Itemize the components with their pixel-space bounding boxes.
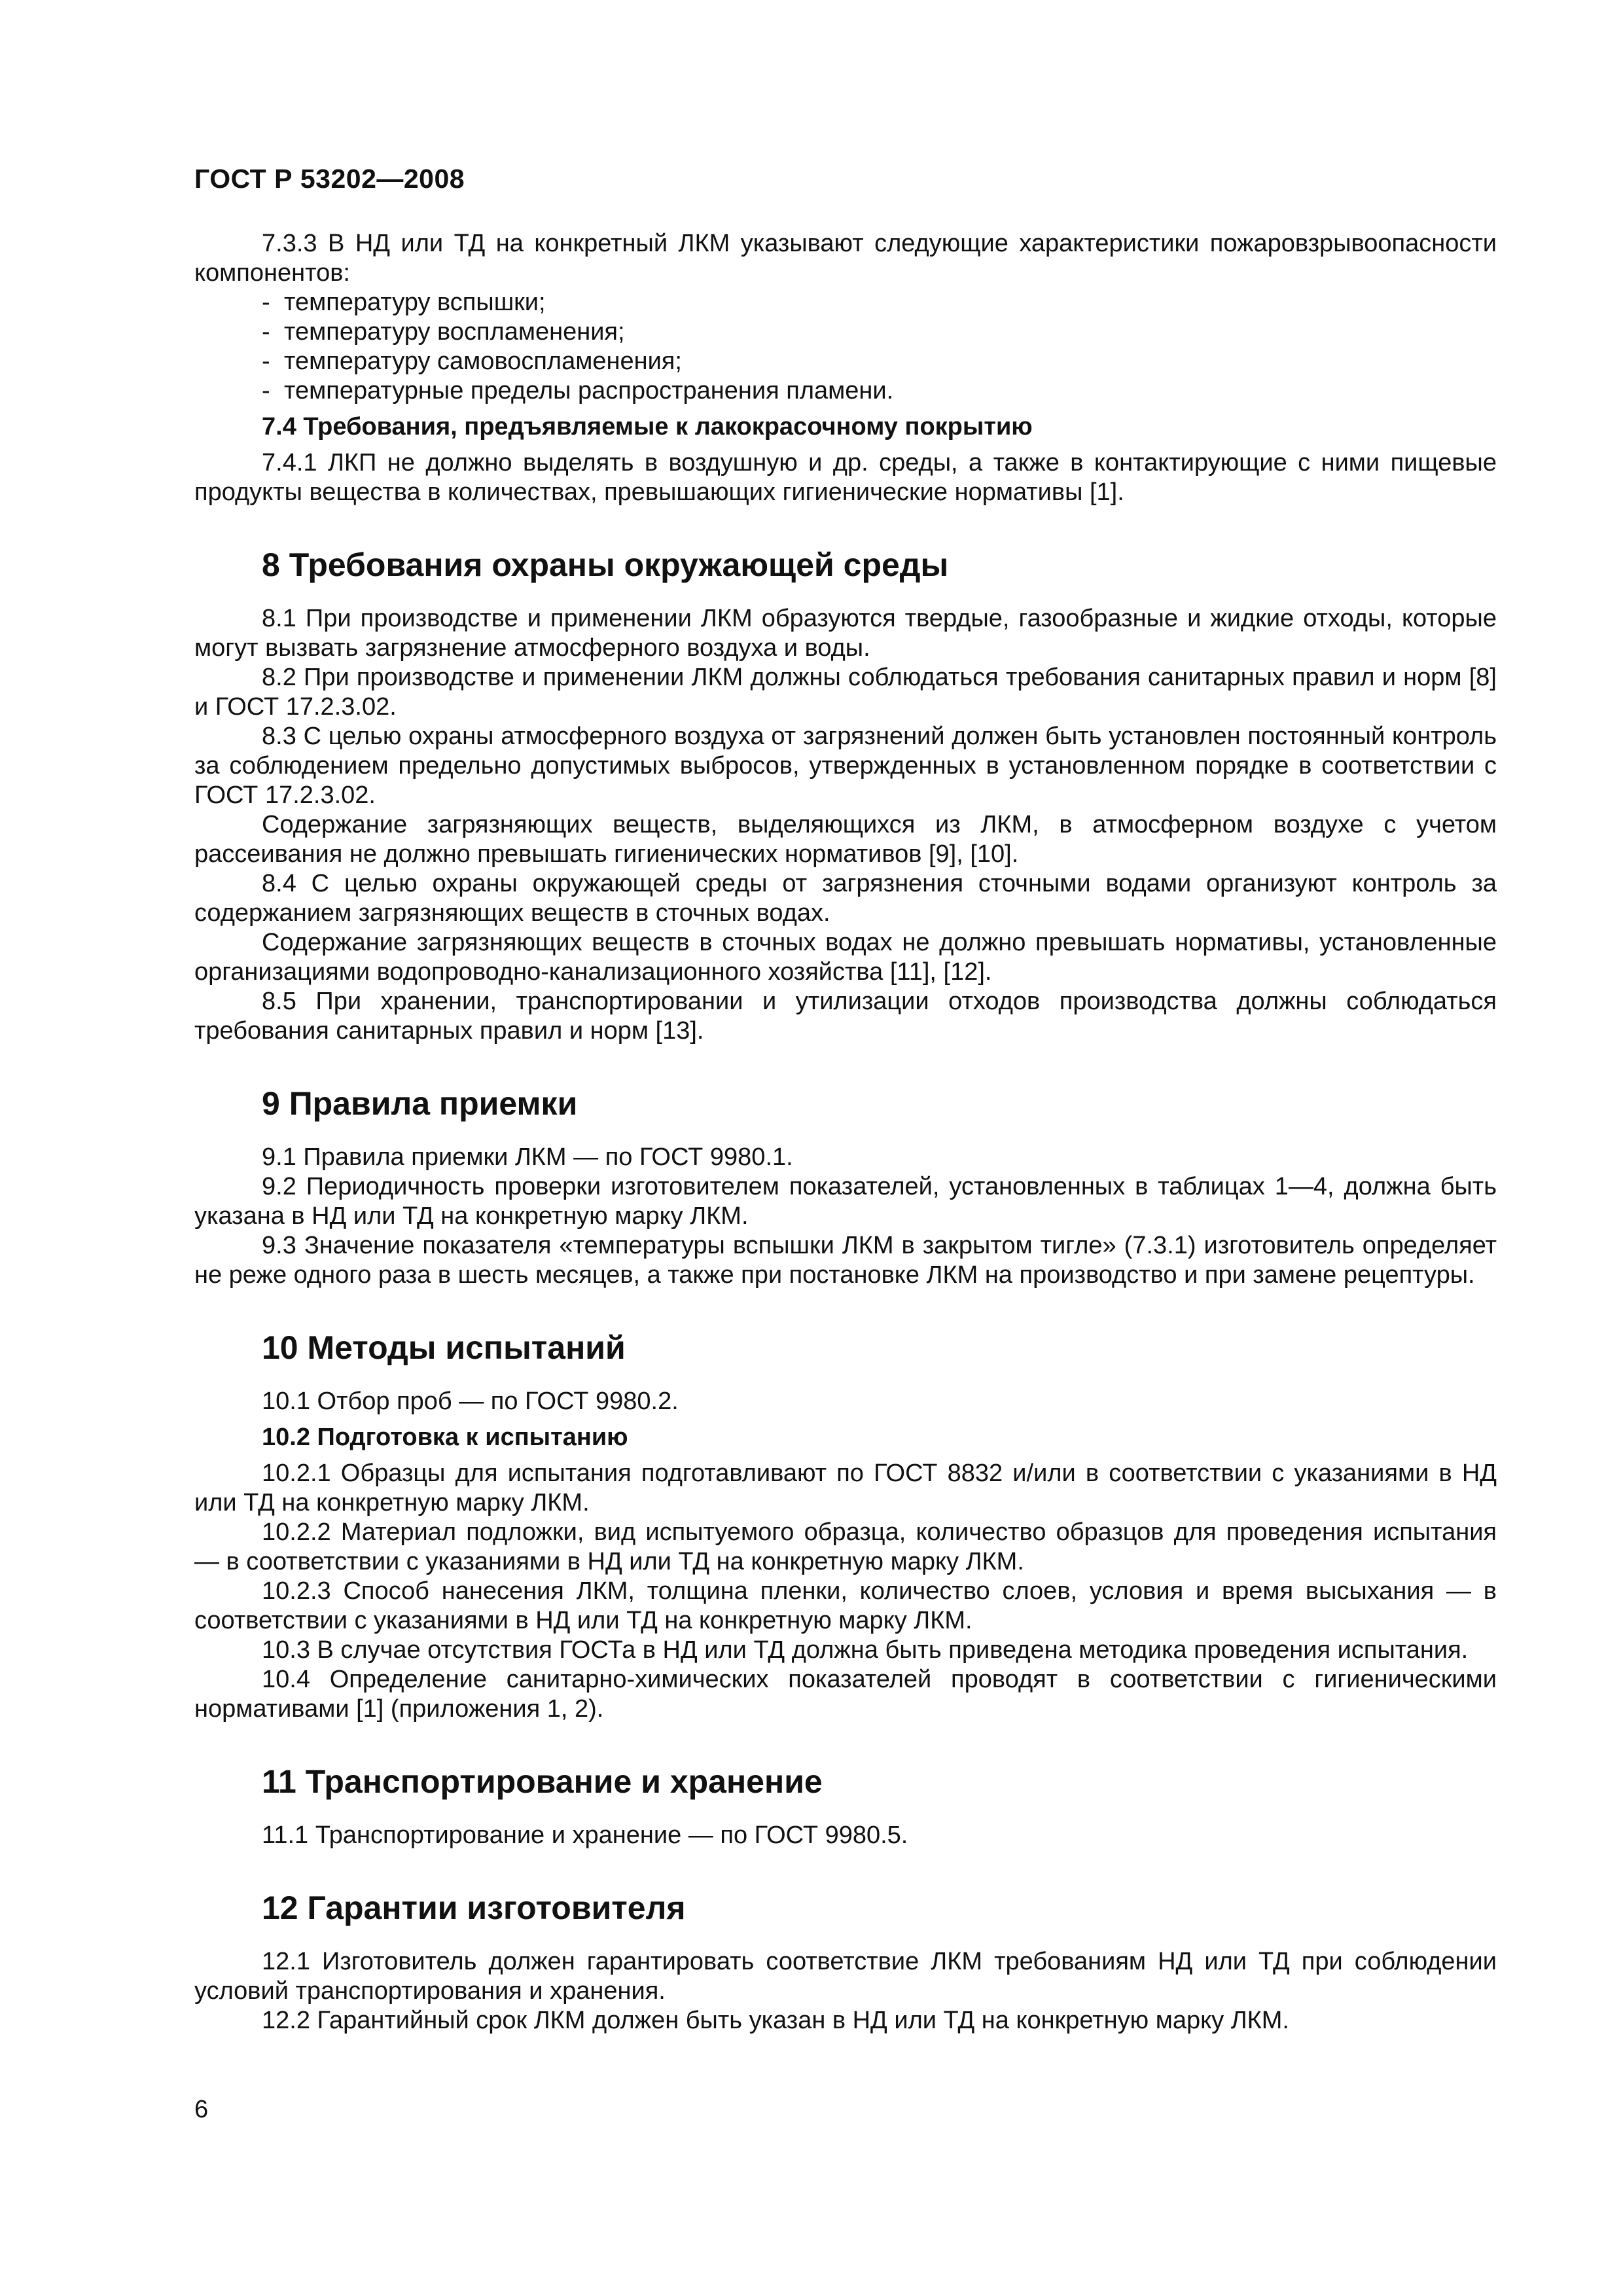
section-heading-11: 11 Транспортирование и хранение xyxy=(262,1763,823,1800)
paragraph-8-4-cont: Содержание загрязняющих веществ в сточных водах не должно превышать нормативы, установленные организациями водопроводно-канализационного хозяйства [11], [12]. xyxy=(194,929,1497,986)
paragraph-8-4: 8.4 С целью охраны окружающей среды от загрязнения сточными водами организуют контроль за содержанием загрязняющих веществ в сточных водах. xyxy=(194,870,1497,927)
document-page xyxy=(194,0,1497,2296)
page-number: 6 xyxy=(194,2096,209,2123)
paragraph-9-2: 9.2 Периодичность проверки изготовителем показателей, установленных в таблицах 1—4, должна быть указана в НД или ТД на конкретную марку ЛКМ. xyxy=(194,1173,1497,1230)
paragraph-10-3: 10.3 В случае отсутствия ГОСТа в НД или ТД должна быть приведена методика проведения испытания. xyxy=(262,1636,1469,1664)
paragraph-8-2: 8.2 При производстве и применении ЛКМ должны соблюдаться требования санитарных правил и норм [8] и ГОСТ 17.2.3.02. xyxy=(194,664,1497,721)
list-item-text: температурные пределы распространения пламени. xyxy=(284,377,894,404)
list-item-text: температуру воспламенения; xyxy=(284,318,625,346)
dash-mark: - xyxy=(262,377,270,404)
section-heading-8: 8 Требования охраны окружающей среды xyxy=(262,547,949,583)
paragraph-10-4: 10.4 Определение санитарно-химических показателей проводят в соответствии с гигиеническими нормативами [1] (приложения 1, 2). xyxy=(194,1666,1497,1723)
list-item xyxy=(194,317,1497,347)
paragraph-11-1: 11.1 Транспортирование и хранение — по ГОСТ 9980.5. xyxy=(262,1821,908,1849)
paragraph-8-3-cont: Содержание загрязняющих веществ, выделяющихся из ЛКМ, в атмосферном воздухе с учетом рассеивания не должно превышать гигиенических нормативов [9], [10]. xyxy=(194,811,1497,868)
list-item-text: температуру самовоспламенения; xyxy=(284,348,682,375)
paragraph-12-1: 12.1 Изготовитель должен гарантировать соответствие ЛКМ требованиям НД или ТД при соблюдении условий транспортирования и хранения. xyxy=(194,1948,1497,2005)
paragraph-10-2-2: 10.2.2 Материал подложки, вид испытуемого образца, количество образцов для проведения испытания — в соответствии с указаниями в НД или ТД на конкретную марку ЛКМ. xyxy=(194,1518,1497,1575)
document-header: ГОСТ Р 53202—2008 xyxy=(194,164,465,194)
paragraph-9-3: 9.3 Значение показателя «температуры вспышки ЛКМ в закрытом тигле» (7.3.1) изготовитель определяет не реже одного раза в шесть месяцев, а также при постановке ЛКМ на производство и при замене рецептуры. xyxy=(194,1232,1497,1289)
paragraph-9-1: 9.1 Правила приемки ЛКМ — по ГОСТ 9980.1. xyxy=(262,1143,793,1171)
subsection-heading-7-4: 7.4 Требования, предъявляемые к лакокрасочному покрытию xyxy=(262,413,1033,440)
dash-mark: - xyxy=(262,318,270,346)
list-item xyxy=(194,347,1497,376)
paragraph-7-4-1: 7.4.1 ЛКП не должно выделять в воздушную и др. среды, а также в контактирующие с ними пищевые продукты вещества в количествах, превышающих гигиенические нормативы [1]. xyxy=(194,449,1497,506)
paragraph-12-2: 12.2 Гарантийный срок ЛКМ должен быть указан в НД или ТД на конкретную марку ЛКМ. xyxy=(262,2007,1289,2034)
paragraph-8-1: 8.1 При производстве и применении ЛКМ образуются твердые, газообразные и жидкие отходы, которые могут вызвать загрязнение атмосферного воздуха и воды. xyxy=(194,605,1497,662)
section-heading-10: 10 Методы испытаний xyxy=(262,1329,626,1366)
section-heading-12: 12 Гарантии изготовителя xyxy=(262,1890,686,1926)
subsection-heading-10-2: 10.2 Подготовка к испытанию xyxy=(262,1424,628,1451)
paragraph-8-3: 8.3 С целью охраны атмосферного воздуха от загрязнений должен быть установлен постоянный контроль за соблюдением предельно допустимых выбросов, утвержденных в установленном порядке в соответствии с ГОСТ 17.2.3.02. xyxy=(194,723,1497,809)
section-heading-9: 9 Правила приемки xyxy=(262,1085,578,1122)
paragraph-10-2-1: 10.2.1 Образцы для испытания подготавливают по ГОСТ 8832 и/или в соответствии с указаниями в НД или ТД на конкретную марку ЛКМ. xyxy=(194,1460,1497,1516)
list-item xyxy=(194,376,1497,406)
paragraph-8-5: 8.5 При хранении, транспортировании и утилизации отходов производства должны соблюдаться требования санитарных правил и норм [13]. xyxy=(194,988,1497,1045)
document-body xyxy=(194,229,1497,2036)
dash-mark: - xyxy=(262,348,270,375)
paragraph-10-1: 10.1 Отбор проб — по ГОСТ 9980.2. xyxy=(262,1388,679,1415)
list-item-text: температуру вспышки; xyxy=(284,289,546,316)
paragraph-10-2-3: 10.2.3 Способ нанесения ЛКМ, толщина пленки, количество слоев, условия и время высыхания — в соответствии с указаниями в НД или ТД на конкретную марку ЛКМ. xyxy=(194,1577,1497,1634)
dash-mark: - xyxy=(262,289,270,316)
list-item xyxy=(194,288,1497,317)
paragraph-7-3-3: 7.3.3 В НД или ТД на конкретный ЛКМ указывают следующие характеристики пожаровзрывоопасности компонентов: xyxy=(194,230,1497,287)
